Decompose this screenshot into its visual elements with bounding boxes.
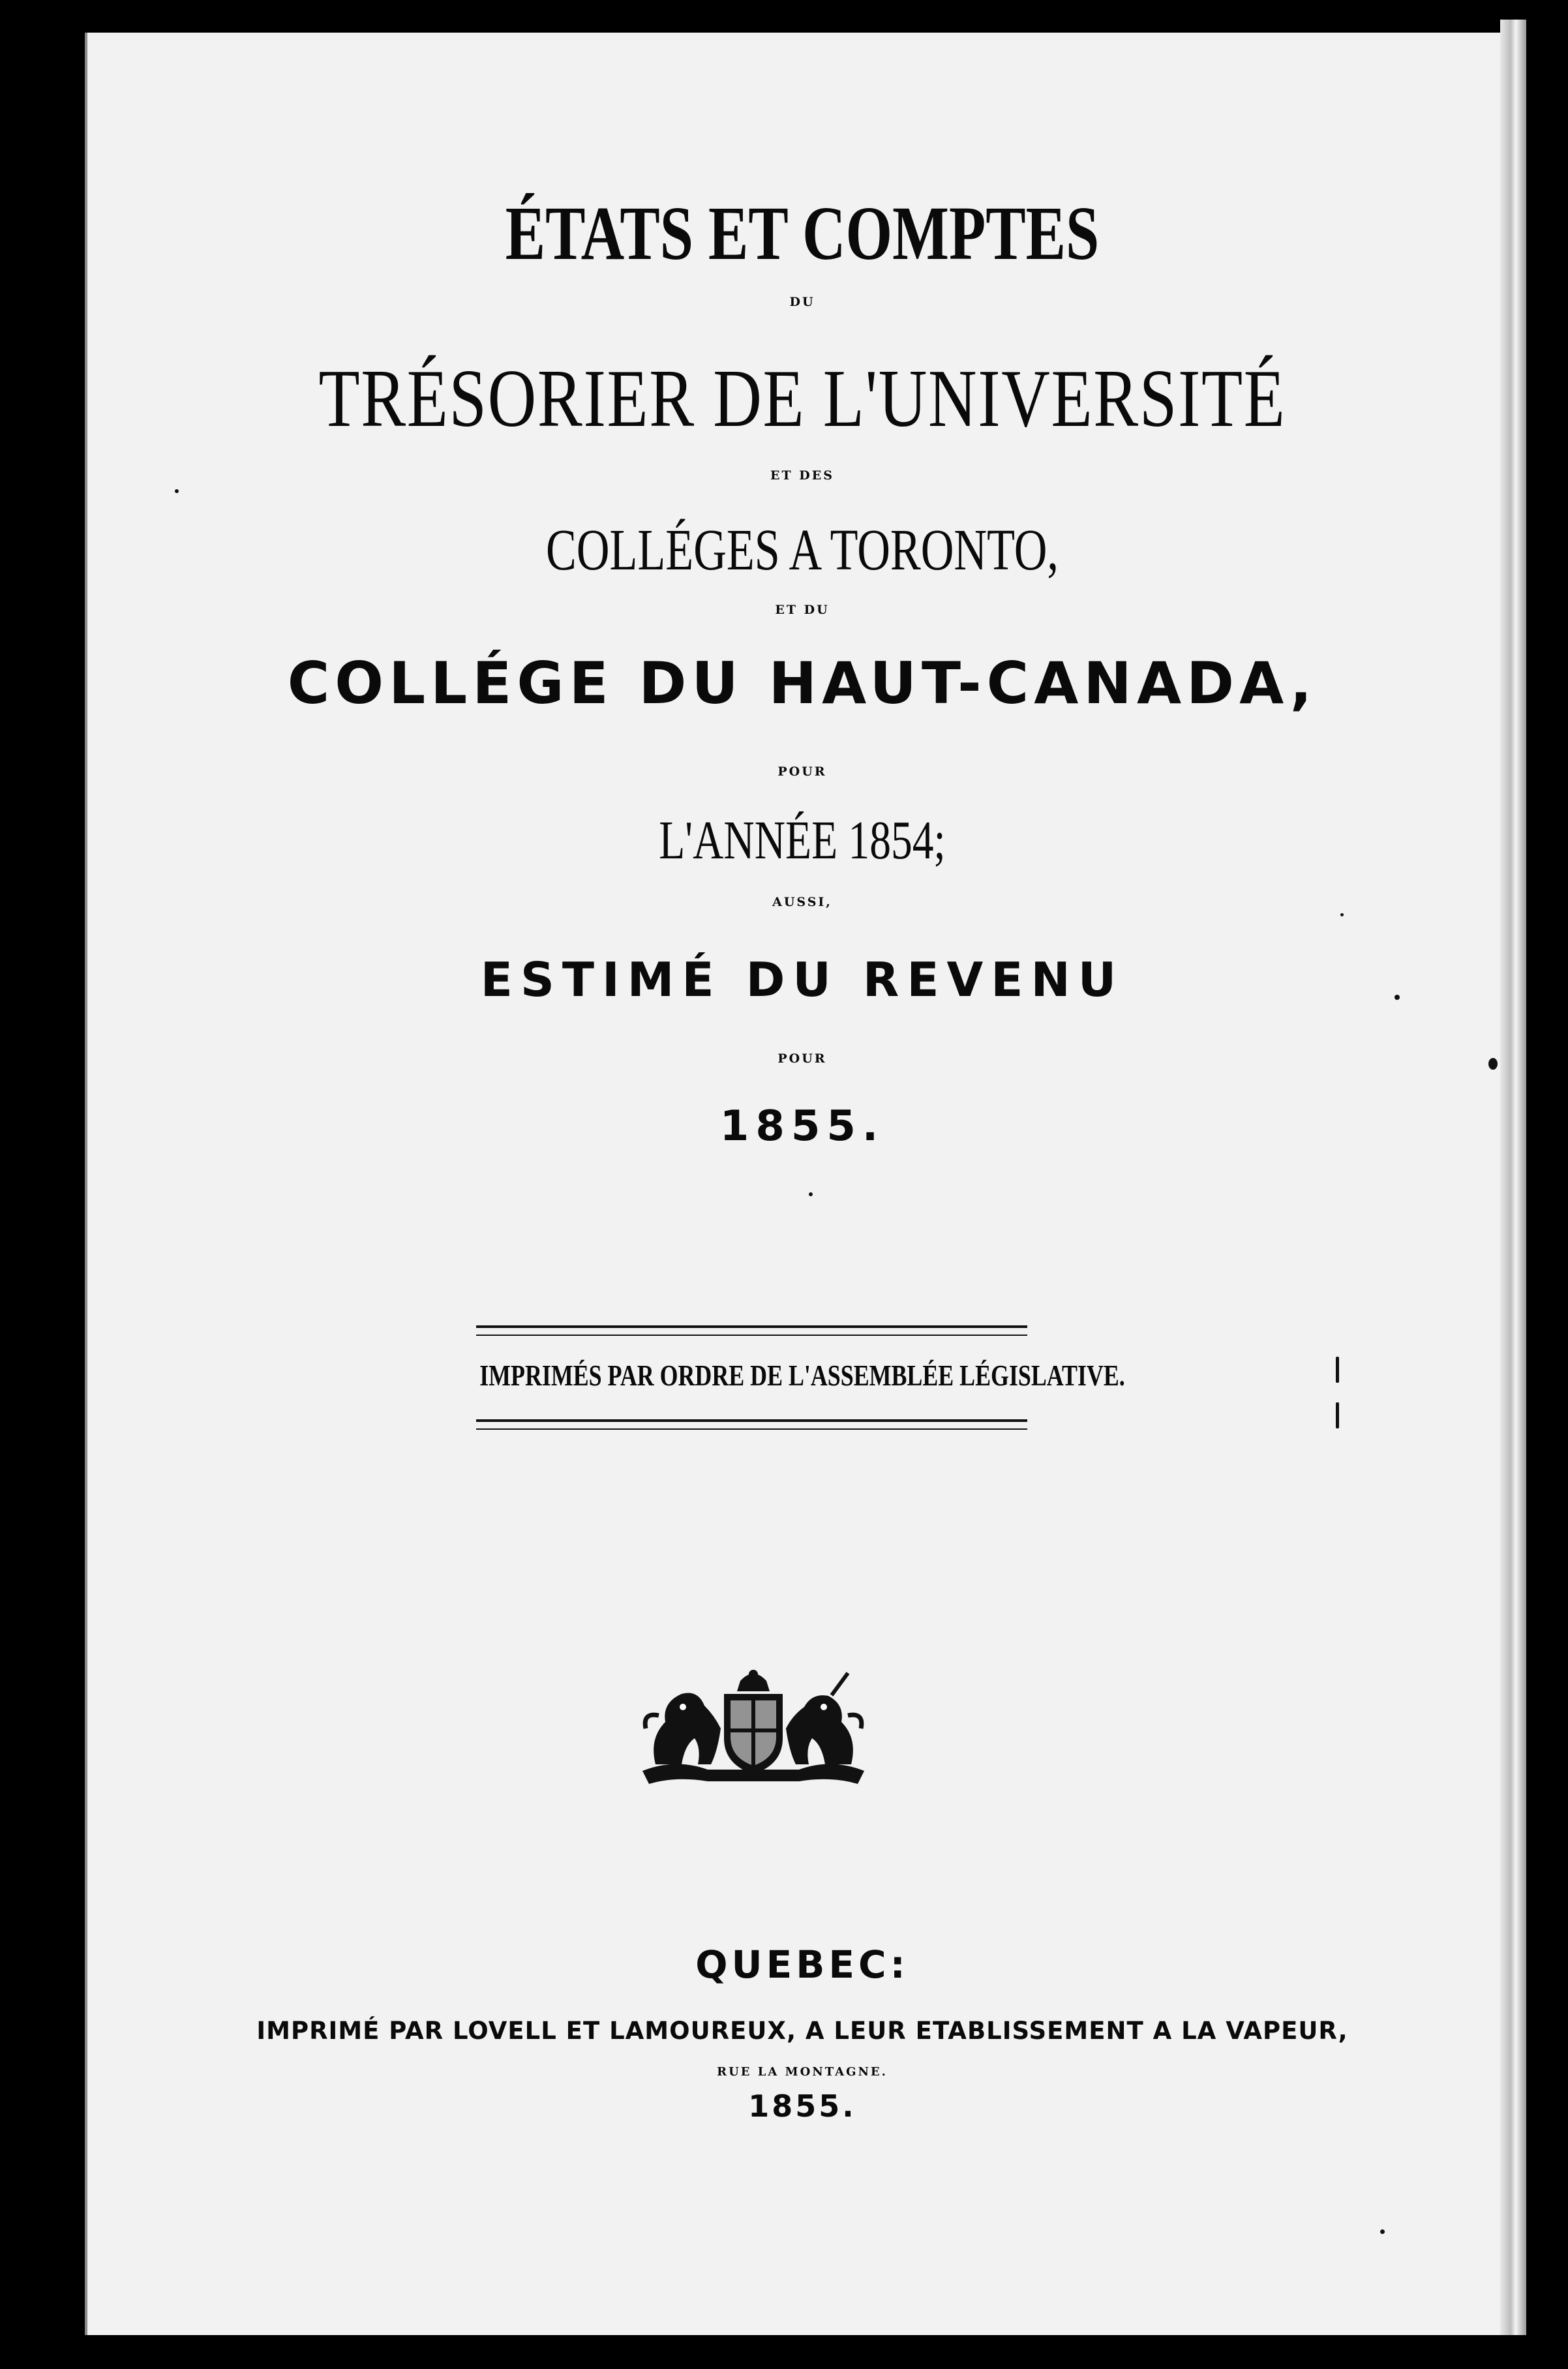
scan-speck bbox=[1380, 2229, 1385, 2234]
title-line-1855: 1855. bbox=[719, 1102, 885, 1151]
imprint-printer: IMPRIMÉ PAR LOVELL ET LAMOUREUX, A LEUR ETABLISSEMENT A LA VAPEUR, bbox=[256, 2017, 1348, 2045]
bottom-rule-lower bbox=[476, 1428, 1027, 1430]
imprint-street: RUE LA MONTAGNE. bbox=[717, 2065, 888, 2079]
connector-pour-2: POUR bbox=[777, 1051, 827, 1066]
connector-pour-1: POUR bbox=[777, 764, 827, 779]
top-rule-lower bbox=[476, 1335, 1027, 1336]
top-rule-upper bbox=[476, 1325, 1027, 1328]
connector-du: DU bbox=[789, 295, 815, 309]
connector-et-du: ET DU bbox=[775, 603, 830, 617]
imprint-city: QUEBEC: bbox=[695, 1942, 909, 1987]
bottom-rule-upper bbox=[476, 1419, 1027, 1422]
page-edge bbox=[1500, 20, 1526, 2335]
scan-speck bbox=[809, 1192, 813, 1196]
scan-speck bbox=[1395, 995, 1400, 1000]
scan-speck bbox=[1336, 1402, 1339, 1428]
scan-speck bbox=[1340, 913, 1344, 916]
title-line-estime-revenu: ESTIMÉ DU REVENU bbox=[480, 952, 1124, 1007]
title-line-annee-1854: L'ANNÉE 1854; bbox=[659, 810, 946, 871]
order-statement: IMPRIMÉS PAR ORDRE DE L'ASSEMBLÉE LÉGISLATIVE. bbox=[479, 1359, 1125, 1392]
coat-of-arms-emblem bbox=[636, 1667, 871, 1787]
title-line-colleges-toronto: COLLÉGES A TORONTO, bbox=[546, 518, 1059, 582]
connector-aussi: AUSSI, bbox=[772, 895, 832, 909]
imprint-year: 1855. bbox=[748, 2089, 856, 2124]
scan-speck bbox=[175, 489, 179, 493]
connector-et-des: ET DES bbox=[770, 468, 834, 483]
title-line-college-haut-canada: COLLÉGE DU HAUT-CANADA, bbox=[287, 650, 1318, 717]
scan-speck bbox=[1488, 1058, 1498, 1070]
title-line-tresorier: TRÉSORIER DE L'UNIVERSITÉ bbox=[318, 354, 1286, 444]
scan-speck bbox=[1336, 1357, 1339, 1383]
title-line-etats-et-comptes: ÉTATS ET COMPTES bbox=[505, 190, 1100, 276]
